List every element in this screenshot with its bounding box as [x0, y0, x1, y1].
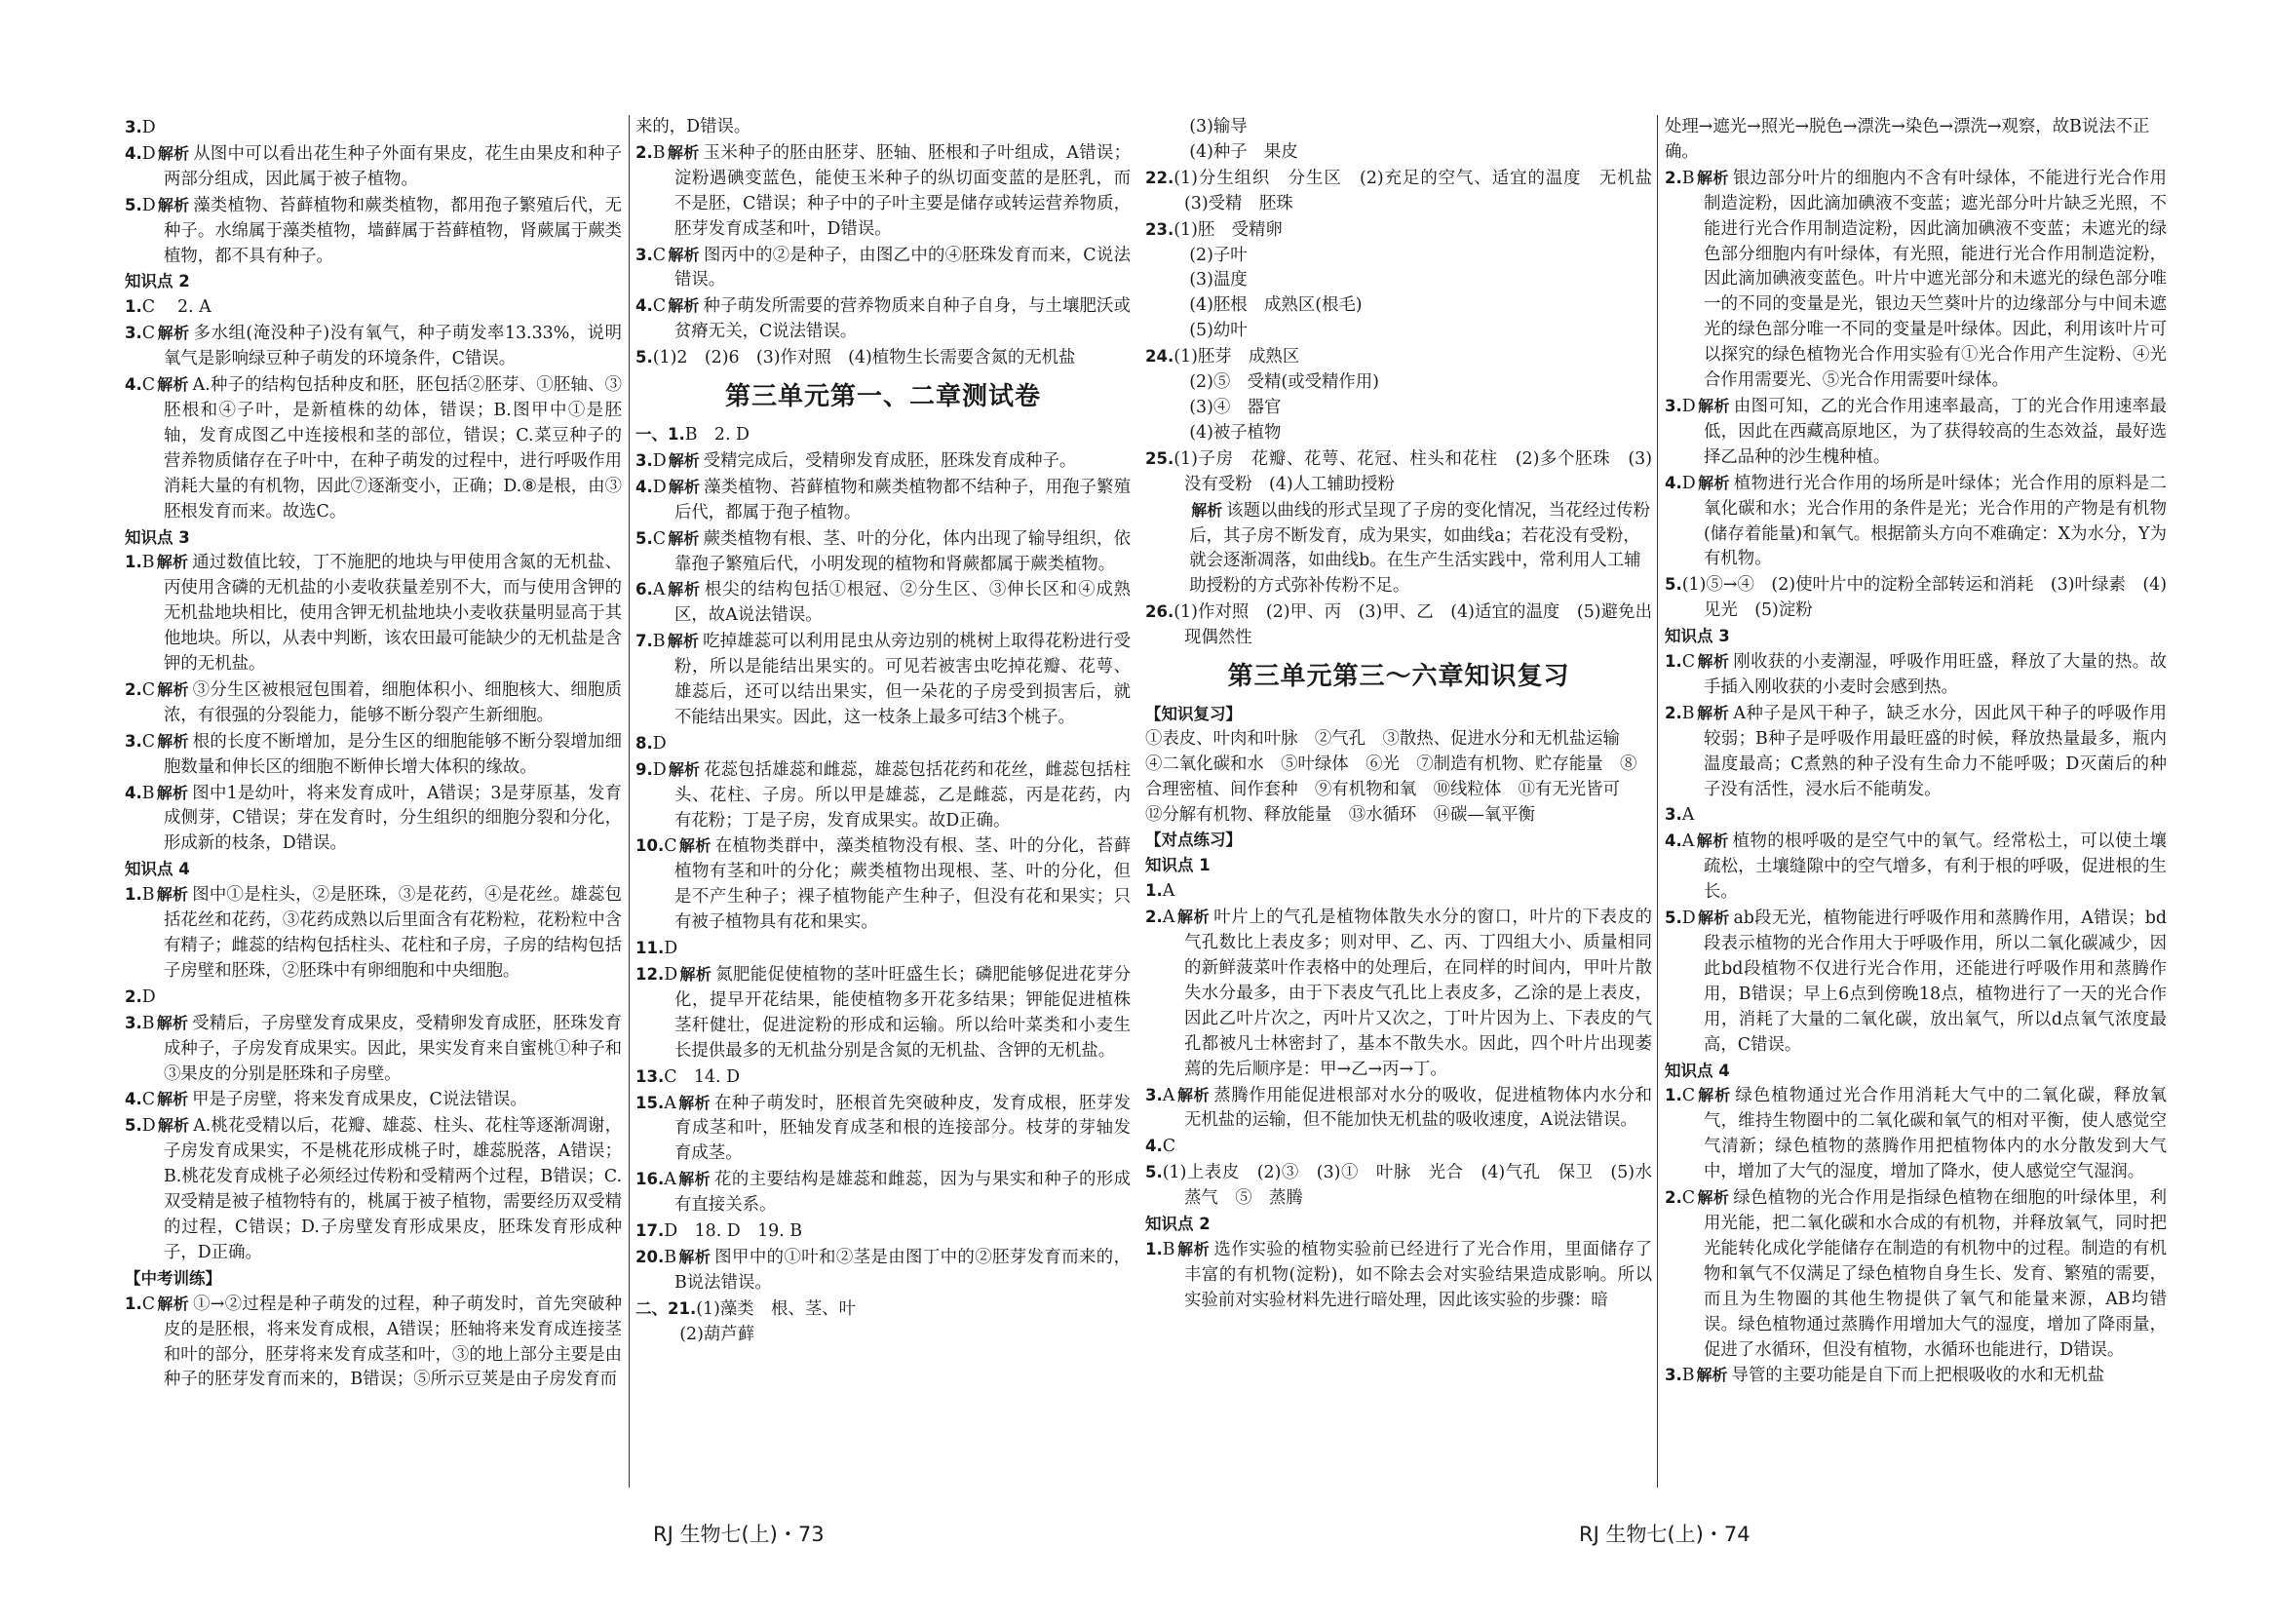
question-number: 4.: [125, 143, 142, 163]
analysis-text: 从图中可以看出花生种子外面有果皮，花生由果皮和种子两部分组成，因此属于被子植物。: [164, 143, 622, 189]
analysis-label: 解析: [1176, 1085, 1211, 1104]
answer-value: C: [1681, 652, 1696, 673]
answer-item: [1665, 1363, 2167, 1389]
analysis-label: 解析: [157, 1090, 189, 1109]
analysis-text: 种子萌发所需要的营养物质来自种子自身，与土壤肥沃或贫瘠无关，C说法错误。: [674, 296, 1131, 342]
answer-value: (1)作对照 (2)甲、丙 (3)甲、乙 (4)适宜的温度 (5)避免出现偶然性: [1173, 602, 1652, 648]
answer-subline: [1145, 498, 1652, 600]
analysis-label: 解析: [679, 965, 712, 984]
answer-item: [125, 372, 622, 524]
answer-value: C: [652, 528, 667, 549]
answer-value: C: [664, 836, 677, 857]
answer-value: A: [664, 1170, 676, 1190]
question-number: 11.: [635, 939, 665, 958]
answer-item: [635, 1064, 1131, 1091]
column-divider: [1657, 115, 1658, 1488]
question-number: 2.: [1665, 703, 1682, 722]
analysis-text: 玉米种子的胚由胚芽、胚轴、胚根和子叶组成，A错误；淀粉遇碘变蓝色，能使玉米种子的纵切面变蓝的是胚乳，而不是胚，C错误；种子中的子叶主要是储存或转运营养物质，胚芽发育成茎和叶，D错误。: [674, 142, 1131, 239]
analysis-label: 解析: [1696, 831, 1729, 851]
section-heading: 【对点练习】: [1145, 831, 1242, 850]
answer-value: B: [141, 553, 155, 573]
analysis-label: 解析: [1696, 168, 1729, 187]
analysis-text: A.桃花受精以后，花瓣、雄蕊、柱头、花柱等逐渐凋谢，子房发育成果实，不是桃花形成桃子时，雄蕊脱落，A错误；B.桃花发育成桃子必须经过传粉和受精两个过程，B错误；C.双受精是被子植物特有的，桃属于被子植物，需要经历双受精的过程，C错误；D.子房壁发育形成果皮，胚珠发育形成种子，D正确。: [164, 1116, 622, 1262]
answer-item: [1665, 701, 2167, 803]
analysis-text: 该题以曲线的形式呈现了子房的变化情况，当花经过传粉后，其子房不断发育，成为果实，如曲线a；若花没有受粉，就会逐渐凋落，如曲线b。在生产生活实践中，常利用人工辅助授粉的方式弥补传粉不足。: [1189, 500, 1651, 597]
question-number: 4.: [125, 375, 142, 395]
answer-value: A: [1162, 1085, 1175, 1105]
answer-subline: (2)子叶: [1189, 245, 1248, 265]
question-number: 2.: [125, 986, 142, 1006]
analysis-text: 藻类植物、苔藓植物和蕨类植物，都用孢子繁殖后代，无种子。水绵属于藻类植物，墙藓属于苔藓植物，肾蕨属于蕨类植物，都不具有种子。: [164, 195, 622, 266]
question-number: 5.: [1145, 1163, 1163, 1182]
answer-item: [1665, 394, 2167, 471]
answer-value: D: [664, 939, 678, 959]
analysis-text: 受精后，子房壁发育成果皮，受精卵发育成胚，胚珠发育成种子，子房发育成果实。因此，果实发育来自蜜桃①种子和③果皮的分别是胚珠和子房壁。: [164, 1013, 622, 1084]
column-2: [635, 115, 1131, 1348]
answer-value: C: [141, 731, 156, 752]
answer-text: 来的，D错误。: [635, 117, 751, 136]
answer-value: C: [1681, 1086, 1696, 1106]
answer-item: [125, 985, 622, 1011]
question-number: 20.: [635, 1247, 665, 1266]
answer-item: [635, 243, 1131, 294]
answer-value: B: [652, 142, 666, 163]
question-number: 1.: [1145, 1239, 1163, 1258]
question-number: 5.: [125, 195, 142, 214]
answer-value: B: [1681, 703, 1695, 723]
analysis-label: 解析: [677, 1170, 712, 1189]
question-number: 3.: [1665, 396, 1682, 415]
analysis-text: ab段无光，植物能进行呼吸作用和蒸腾作用，A错误；bd段表示植物的光合作用大于呼吸作用，所以二氧化碳减少，因此bd段植物不仅进行光合作用，还能进行呼吸作用和蒸腾作用，B错误；早上6点到傍晚18点，植物进行了一天的光合作用，消耗了大量的二氧化碳，放出氧气，所以d点氧气浓度最高，C错误。: [1704, 909, 2167, 1055]
answer-item: [125, 550, 622, 677]
answer-item: [125, 141, 622, 193]
analysis-text: 绿色植物通过光合作用消耗大气中的二氧化碳，释放氧气，维持生物圈中的二氧化碳和氧气的相对平衡，使人感觉空气清新；绿色植物的蒸腾作用把植物体内的水分散发到大气中，增加了大气的湿度，增加了降水，使人感觉空气湿润。: [1704, 1086, 2167, 1182]
analysis-text: 银边部分叶片的细胞内不含有叶绿体，不能进行光合作用制造淀粉，因此滴加碘液不变蓝；遮光部分叶片缺乏光照，不能进行光合作用制造淀粉，因此滴加碘液不变蓝；未遮光的绿色部分细胞内有叶绿体，有光照，能进行光合作用制造淀粉，因此滴加碘液变蓝色。叶片中遮光部分和未遮光的绿色部分唯一的不同的变量是光，银边天竺葵叶片的边缘部分与中间未遮光的绿色部分唯一不同的变量是叶绿体。因此，利用该叶片可以探究的绿色植物光合作用实验有①光合作用产生淀粉、④光合作用需要光、⑤光合作用需要叶绿体。: [1704, 168, 2167, 391]
answer-value: C: [141, 375, 156, 396]
analysis-label: 解析: [668, 296, 700, 316]
question-number: 3.: [125, 1013, 142, 1032]
answer-value: (1)分生组织 分生区 (2)充足的空气、适宜的温度 无机盐 (3)受精 胚珠: [1173, 168, 1670, 213]
answer-item: [635, 1296, 1131, 1323]
answer-subline: (3)④ 器官: [1189, 397, 1282, 417]
section-heading: 知识点 2: [1145, 1215, 1211, 1234]
answer-value: C: [141, 1090, 156, 1110]
analysis-label: 解析: [667, 142, 700, 162]
answer-item: [1665, 906, 2167, 1058]
answer-value: D: [664, 965, 678, 985]
analysis-label: 解析: [1176, 1239, 1211, 1258]
answer-item: [1145, 1160, 1652, 1212]
answer-item: [635, 422, 1131, 448]
analysis-label: 解析: [667, 632, 700, 651]
answer-text: ①表皮、叶肉和叶脉 ②气孔 ③散热、促进水分和无机盐运输 ④二氧化碳和水 ⑤叶绿体 ⑥光 ⑦制造有机物、贮存能量 ⑧合理密植、间作套种 ⑨有机物和氧 ⑩线粒体 ⑪有无光皆可 ⑫分解有机物、释放能量 ⑬水循环 ⑭碳—氧平衡: [1145, 728, 1637, 825]
question-number: 22.: [1145, 168, 1174, 187]
answer-value: D: [141, 118, 156, 137]
analysis-label: 解析: [157, 1116, 190, 1136]
question-number: 4.: [635, 296, 653, 316]
section-heading: 【知识复习】: [1145, 704, 1242, 723]
answer-text: 处理→遮光→照光→脱色→漂洗→染色→漂洗→观察，故B说法不正确。: [1665, 117, 2150, 162]
question-number: 5.: [125, 1116, 142, 1136]
analysis-text: 植物进行光合作用的场所是叶绿体；光合作用的原料是二氧化碳和水；光合作用的条件是光；光合作用的产物是有机物(储存着能量)和氧气。根据箭头方向不难确定：X为水分，Y为有机物。: [1704, 473, 2167, 569]
answer-value: (1)上表皮 (2)③ (3)① 叶脉 光合 (4)气孔 保卫 (5)水蒸气 ⑤ 蒸腾: [1162, 1163, 1652, 1209]
analysis-label: 解析: [157, 1294, 190, 1313]
page-footer-left: RJ 生物七(上)・73: [653, 1523, 825, 1546]
answer-value: D: [1681, 473, 1696, 493]
answer-item: [635, 1167, 1131, 1218]
analysis-label: 解析: [157, 375, 189, 395]
analysis-label: 解析: [678, 1247, 712, 1266]
answer-item: [635, 448, 1131, 475]
analysis-label: 解析: [1697, 652, 1730, 672]
chapter-title: 第三单元第一、二章测试卷: [724, 382, 1041, 412]
question-number: 3.: [635, 450, 653, 470]
analysis-label: 解析: [1697, 909, 1730, 928]
analysis-text: 植物的根呼吸的是空气中的氧气。经常松土，可以使土壤疏松，土壤缝隙中的空气增多，有利于根的呼吸，促进根的生长。: [1704, 831, 2167, 903]
analysis-label: 解析: [157, 195, 190, 214]
question-number: 1.: [1665, 652, 1682, 672]
question-number: 4.: [1665, 473, 1682, 492]
question-number: 1.: [125, 553, 142, 572]
answer-item: [1145, 344, 1652, 370]
answer-value: C: [652, 245, 667, 265]
answer-value: C: [1162, 1137, 1176, 1157]
answer-item: [635, 629, 1131, 731]
question-number: 9.: [635, 759, 653, 779]
answer-item: [125, 115, 622, 141]
answer-value: B 2. D: [684, 424, 750, 445]
chapter-title: 第三单元第三～六章知识复习: [1227, 662, 1570, 692]
answer-value: C: [141, 1294, 156, 1314]
answer-value: (1)子房 花瓣、花萼、花冠、柱头和花柱 (2)多个胚珠 (3)没有受粉 (4)人工辅助授粉: [1173, 448, 1652, 494]
analysis-label: 解析: [1176, 908, 1211, 927]
answer-value: D: [652, 733, 667, 754]
answer-item: [635, 140, 1131, 243]
answer-item: [1145, 905, 1652, 1082]
analysis-text: A.种子的结构包括种皮和胚，胚包括②胚芽、①胚轴、③胚根和④子叶，是新植株的幼体，错误；B.图甲中①是胚轴，发育成图乙中连接根和茎的部位，错误；C.菜豆种子的营养物质储存在子叶中，在种子萌发的过程中，进行呼吸作用消耗大量的有机物，因此⑦逐渐变小，正确；D.⑧是根，由③胚根发育而来。故选C。: [164, 375, 622, 522]
answer-item: [635, 475, 1131, 526]
analysis-label: 解析: [678, 836, 712, 856]
question-number: 23.: [1145, 219, 1174, 239]
answer-item: [635, 731, 1131, 757]
answer-item: [1665, 649, 2167, 701]
analysis-label: 解析: [1696, 1366, 1728, 1385]
answer-item: [635, 293, 1131, 345]
answer-item: [1145, 217, 1652, 244]
question-number: 3.: [125, 324, 142, 343]
answer-value: C 2. A: [141, 297, 212, 318]
analysis-text: 图中1是幼叶，将来发育成叶，A错误；3是芽原基，发育成侧芽，C错误；芽在发育时，分生组织的细胞分裂和分化，形成新的枝条，D错误。: [164, 783, 622, 854]
answer-subline: (4)种子 果皮: [1189, 141, 1298, 162]
question-number: 13.: [635, 1066, 665, 1086]
answer-value: C: [141, 324, 156, 344]
question-number: 16.: [635, 1170, 665, 1189]
answer-value: D: [652, 759, 667, 780]
question-number: 3.: [125, 731, 142, 751]
answer-item: [125, 193, 622, 270]
page-footer-right: RJ 生物七(上)・74: [1579, 1523, 1751, 1546]
analysis-text: 氮肥能促使植物的茎叶旺盛生长；磷肥能够促进花芽分化，提早开花结果，能使植物多开花多结果；钾能促进植株茎秆健壮，促进淀粉的形成和运输。所以给叶菜类和小麦生长提供最多的无机盐分别是含氮的无机盐、含钾的无机盐。: [674, 965, 1131, 1061]
answer-value: (1)⑤→④ (2)使叶片中的淀粉全部转运和消耗 (3)叶绿素 (4)见光 (5)淀粉: [1681, 575, 2167, 621]
answer-value: C: [141, 679, 156, 700]
question-number: 1.: [125, 1294, 142, 1313]
analysis-label: 解析: [668, 450, 700, 470]
analysis-text: 根尖的结构包括①根冠、②分生区、③伸长区和④成熟区，故A说法错误。: [674, 580, 1131, 626]
section-heading: 知识点 3: [125, 527, 190, 547]
analysis-label: 解析: [157, 679, 189, 699]
analysis-text: 由图可知，乙的光合作用速率最高，丁的光合作用速率最低，因此在西藏高原地区，为了获得较高的生态效益，最好选择乙品种的沙生槐种植。: [1704, 396, 2167, 467]
analysis-label: 解析: [1696, 703, 1730, 722]
answer-item: [1145, 1083, 1652, 1135]
question-number: 3.: [635, 245, 653, 264]
section-heading: 【中考训练】: [125, 1268, 221, 1288]
analysis-text: 蕨类植物有根、茎、叶的分化，体内出现了输导组织，依靠孢子繁殖后代，小明发现的植物和肾蕨都属于蕨类植物。: [674, 528, 1131, 574]
question-number: 二、21.: [635, 1298, 697, 1318]
question-number: 3.: [1665, 805, 1682, 825]
answer-subline: (3)输导: [1189, 117, 1248, 136]
answer-item: [1145, 878, 1652, 905]
answer-value: D: [1681, 396, 1696, 416]
answer-value: (1)胚芽 成熟区: [1173, 347, 1300, 367]
answer-item: [635, 936, 1131, 962]
question-number: 4.: [1145, 1137, 1163, 1156]
answer-value: A: [1681, 805, 1695, 826]
analysis-text: 图中①是柱头，②是胚珠，③是花药，④是花丝。雄蕊包括花丝和花药，③花药成熟以后里面含有花粉粒，花粉粒中含有精子；雌蕊的结构包括柱头、花柱和子房，子房的结构包括子房壁和胚珠，②胚珠中有卵细胞和中央细胞。: [164, 885, 622, 981]
analysis-text: 多水组(淹没种子)没有氧气，种子萌发率13.33%，说明氧气是影响绿豆种子萌发的环境条件，C错误。: [164, 324, 622, 369]
analysis-text: A种子是风干种子，缺乏水分，因此风干种子的呼吸作用较弱；B种子是呼吸作用最旺盛的时候，释放热量最多，瓶内温度最高；C煮熟的种子没有生命力不能呼吸；D灭菌后的种子没有活性，浸水后不能萌发。: [1704, 703, 2167, 799]
question-number: 1.: [125, 297, 142, 317]
analysis-label: 解析: [157, 731, 189, 751]
question-number: 4.: [125, 1090, 142, 1109]
analysis-text: 根的长度不断增加，是分生区的细胞能够不断分裂增加细胞数量和伸长区的细胞不断伸长增大体积的缘故。: [164, 731, 622, 777]
question-number: 1.: [1145, 881, 1163, 901]
question-number: 4.: [1665, 831, 1682, 851]
answer-item: [1145, 446, 1652, 498]
answer-item: [1665, 802, 2167, 829]
answer-value: D: [652, 450, 667, 471]
question-number: 7.: [635, 632, 653, 651]
answer-value: B: [664, 1247, 677, 1267]
answer-item: [1145, 1134, 1652, 1160]
answer-item: [635, 345, 1131, 371]
question-number: 17.: [635, 1221, 665, 1241]
question-number: 5.: [635, 348, 653, 367]
answer-item: [125, 1087, 622, 1113]
question-number: 25.: [1145, 448, 1174, 468]
answer-item: [635, 757, 1131, 834]
answer-value: (1)藻类 根、茎、叶: [696, 1298, 856, 1319]
analysis-label: 解析: [156, 553, 189, 572]
analysis-text: 在种子萌发时，胚根首先突破种皮，发育成根，胚芽发育成茎和叶，胚轴发育成茎和根的连接部分。枝芽的芽轴发育成茎。: [674, 1093, 1131, 1164]
answer-item: [635, 526, 1131, 578]
analysis-label: 解析: [677, 1093, 712, 1112]
question-number: 3.: [1665, 1366, 1682, 1385]
question-number: 2.: [1145, 908, 1163, 927]
question-number: 5.: [635, 528, 653, 548]
analysis-label: 解析: [1697, 1188, 1730, 1208]
answer-value: A: [664, 1093, 676, 1113]
answer-item: [1665, 1083, 2167, 1185]
analysis-text: 蒸腾作用能促进根部对水分的吸收，促进植物体内水分和无机盐的运输，但不能加快无机盐的吸收速度，A说法错误。: [1184, 1085, 1652, 1131]
question-number: 4.: [635, 477, 653, 496]
answer-item: [125, 781, 622, 858]
question-number: 24.: [1145, 347, 1174, 367]
answer-item: [125, 729, 622, 781]
answer-value: B: [141, 885, 155, 906]
answer-item: [1665, 829, 2167, 906]
answer-item: [125, 882, 622, 985]
section-heading: 知识点 2: [125, 272, 190, 291]
answer-item: [1665, 572, 2167, 624]
analysis-label: 解析: [157, 324, 190, 343]
question-number: 26.: [1145, 602, 1174, 622]
analysis-label: 解析: [668, 528, 700, 548]
analysis-text: 绿色植物的光合作用是指绿色植物在细胞的叶绿体里，利用光能，把二氧化碳和水合成的有机物，并释放氧气，同时把光能转化成化学能储存在制造的有机物中的过程。制造的有机物和氧气不仅满足了绿色植物自身生长、发育、繁殖的需要，而且为生物圈的其他生物提供了氧气和能量来源，AB均错误。绿色植物通过蒸腾作用增加大气的湿度，增加了降雨量，促进了水循环，但没有植物，水循环也能进行，D错误。: [1704, 1188, 2167, 1360]
analysis-label: 解析: [1697, 396, 1730, 415]
question-number: 3.: [1145, 1085, 1163, 1104]
analysis-text: 选作实验的植物实验前已经进行了光合作用，里面储存了丰富的有机物(淀粉)，如不除去会对实验结果造成影响。所以实验前对实验材料先进行暗处理，因此该实验的步骤：暗: [1184, 1239, 1652, 1310]
section-heading: 知识点 1: [1145, 856, 1211, 875]
analysis-text: 吃掉雄蕊可以利用昆虫从旁边别的桃树上取得花粉进行受粉，所以是能结出果实的。可见若被害虫吃掉花瓣、花萼、雄蕊后，还可以结出果实，但一朵花的子房受到损害后，就不能结出果实。因此，这一枝条上最多可结3个桃子。: [674, 632, 1131, 727]
answer-value: C 14. D: [664, 1066, 741, 1087]
question-number: 1.: [125, 885, 142, 905]
answer-value: A: [1162, 881, 1175, 902]
answer-value: D: [141, 195, 156, 215]
answer-item: [1665, 166, 2167, 394]
analysis-label: 解析: [156, 1013, 189, 1032]
question-number: 2.: [1665, 168, 1682, 187]
answer-item: [125, 1011, 622, 1088]
answer-value: B: [141, 783, 155, 803]
question-number: 2.: [635, 142, 653, 162]
analysis-text: 花蕊包括雄蕊和雌蕊，雄蕊包括花药和花丝，雌蕊包括柱头、花柱、子房。所以甲是雄蕊，乙是雌蕊，丙是花药，内有花粉；丁是子房，发育成果实。故D正确。: [674, 759, 1131, 831]
analysis-label: 解析: [1697, 1086, 1732, 1105]
question-number: 4.: [125, 783, 142, 802]
answer-value: A: [1162, 908, 1175, 928]
answer-item: [125, 1292, 622, 1394]
question-number: 10.: [635, 836, 665, 856]
question-number: 12.: [635, 965, 665, 984]
answer-value: (1)胚 受精卵: [1173, 219, 1283, 240]
analysis-label: 解析: [668, 477, 701, 496]
question-number: 8.: [635, 733, 653, 753]
answer-value: D 18. D 19. B: [664, 1221, 803, 1242]
answer-value: D: [141, 143, 156, 164]
column-1: [125, 115, 622, 1393]
question-number: 6.: [635, 580, 653, 599]
analysis-text: 受精完成后，受精卵发育成胚，胚珠发育成种子。: [703, 450, 1077, 471]
answer-item: [125, 321, 622, 372]
answer-item: [125, 1113, 622, 1265]
answer-item: [1145, 166, 1670, 217]
section-heading: 知识点 3: [1665, 627, 1730, 646]
column-divider: [629, 115, 630, 1488]
answer-value: B: [1681, 168, 1695, 188]
answer-value: A: [652, 580, 666, 600]
answer-value: A: [1681, 831, 1695, 852]
answer-value: D: [652, 477, 667, 497]
column-4: [1665, 115, 2167, 1389]
answer-value: D: [141, 986, 156, 1007]
question-number: 1.: [1665, 1086, 1682, 1105]
section-heading: 知识点 4: [1665, 1061, 1730, 1080]
answer-item: [635, 1218, 1131, 1245]
analysis-text: 叶片上的气孔是植物体散失水分的窗口，叶片的下表皮的气孔数比上表皮多；则对甲、乙、丙、丁四组大小、质量相同的新鲜菠菜叶作表格中的处理后，在同样的时间内，甲叶片散失水分最多，由于下表皮气孔比上表皮多，乙涂的是上表皮，因此乙叶片次之，丙叶片又次之，丁叶片因为上、下表皮的气孔都被凡士林密封了，基本不散失水。因此，四个叶片出现萎蔫的先后顺序是：甲→乙→丙→丁。: [1184, 908, 1652, 1079]
analysis-label: 解析: [157, 143, 190, 163]
question-number: 一、1.: [635, 424, 685, 444]
question-number: 2.: [125, 679, 142, 699]
question-number: 2.: [1665, 1188, 1682, 1208]
analysis-text: 花的主要结构是雄蕊和雌蕊，因为与果实和种子的形成有直接关系。: [674, 1170, 1131, 1216]
answer-item: [635, 833, 1131, 936]
answer-value: B: [1681, 1366, 1695, 1386]
answer-value: C: [1681, 1188, 1696, 1209]
answer-value: B: [1162, 1239, 1175, 1259]
answer-item: [125, 294, 622, 321]
analysis-text: ①→②过程是种子萌发的过程，种子萌发时，首先突破种皮的是胚根，将来发育成根，A错误；胚轴将来发育成连接茎和叶的部分，胚芽将来发育成茎和叶，③的地上部分主要是由种子的胚芽发育而来的，B错误；⑤所示豆荚是由子房发育而: [164, 1294, 622, 1390]
question-number: 15.: [635, 1093, 665, 1112]
analysis-text: 图丙中的②是种子，由图乙中的④胚珠发育而来，C说法错误。: [674, 245, 1131, 290]
analysis-text: ③分生区被根冠包围着，细胞体积小、细胞核大、细胞质浓，有很强的分裂能力，能够不断分裂产生新细胞。: [164, 679, 622, 725]
question-number: 5.: [1665, 909, 1682, 928]
analysis-text: 甲是子房壁，将来发育成果皮，C说法错误。: [192, 1090, 527, 1110]
analysis-label: 解析: [1191, 500, 1223, 520]
answer-value: B: [141, 1013, 155, 1033]
answer-item: [635, 577, 1131, 629]
answer-value: D: [141, 1116, 156, 1137]
answer-value: B: [652, 632, 666, 652]
analysis-text: 通过数值比较，丁不施肥的地块与甲使用含氮的无机盐、丙使用含磷的无机盐的小麦收获量差别不大，而与使用含钾的无机盐地块相比，使用含钾无机盐地块小麦收获量明显高于其他地块。所以，从表中判断，该农田最可能缺少的无机盐是含钾的无机盐。: [164, 553, 622, 675]
answer-value: D: [1681, 909, 1696, 929]
analysis-label: 解析: [156, 885, 189, 905]
answer-subline: (2)葫芦藓: [679, 1324, 755, 1344]
question-number: 5.: [1665, 575, 1682, 595]
question-number: 3.: [125, 118, 142, 136]
answer-value: (1)2 (2)6 (3)作对照 (4)植物生长需要含氮的无机盐: [652, 348, 1076, 368]
answer-item: [1145, 599, 1652, 651]
analysis-label: 解析: [667, 580, 701, 599]
answer-item: [125, 677, 622, 729]
answer-item: [635, 1245, 1131, 1296]
answer-subline: (2)⑤ 受精(或受精作用): [1189, 372, 1379, 393]
analysis-text: 刚收获的小麦潮湿，呼吸作用旺盛，释放了大量的热。故手插入刚收获的小麦时会感到热。: [1704, 652, 2167, 697]
answer-subline: (3)温度: [1189, 270, 1248, 290]
answer-subline: (4)被子植物: [1189, 422, 1282, 443]
answer-item: [635, 962, 1131, 1064]
analysis-label: 解析: [668, 759, 701, 779]
answer-item: [635, 1091, 1131, 1168]
column-3: [1145, 115, 1670, 1314]
analysis-text: 图甲中的①叶和②茎是由图丁中的②胚芽发育而来的，B说法错误。: [674, 1247, 1131, 1293]
answer-item: [1145, 1237, 1652, 1314]
analysis-label: 解析: [668, 245, 700, 264]
answer-subline: (4)胚根 成熟区(根毛): [1189, 295, 1363, 316]
analysis-label: 解析: [156, 783, 189, 802]
answer-item: [1665, 1185, 2167, 1363]
analysis-text: 藻类植物、苔藓植物和蕨类植物都不结种子，用孢子繁殖后代，都属于孢子植物。: [674, 477, 1131, 522]
analysis-text: 导管的主要功能是自下而上把根吸收的水和无机盐: [1731, 1366, 2105, 1386]
answer-item: [1665, 471, 2167, 573]
answer-value: C: [652, 296, 667, 317]
answer-subline: (5)幼叶: [1189, 321, 1248, 341]
analysis-text: 在植物类群中，藻类植物没有根、茎、叶的分化，苔藓植物有茎和叶的分化；蕨类植物出现根、茎、叶的分化，但是不产生种子；裸子植物能产生种子，但没有花和果实；只有被子植物具有花和果实。: [674, 836, 1131, 933]
section-heading: 知识点 4: [125, 860, 190, 879]
analysis-label: 解析: [1697, 473, 1730, 492]
